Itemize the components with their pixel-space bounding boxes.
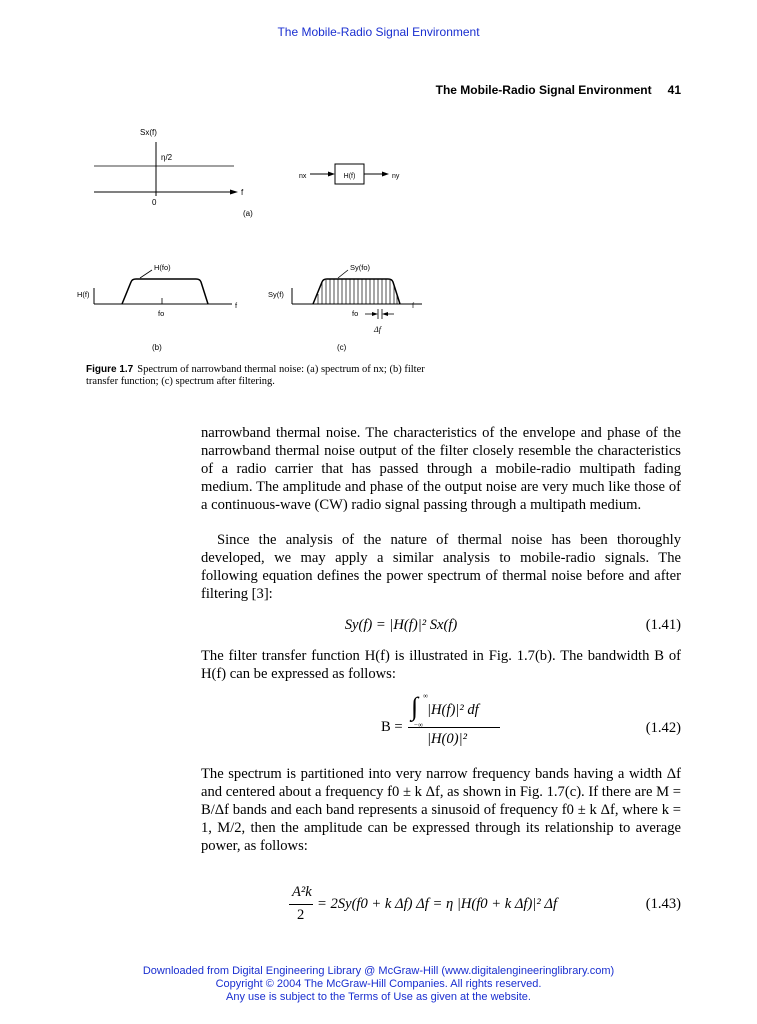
panel-b-peak-leader	[140, 270, 152, 278]
running-head-title: The Mobile-Radio Signal Environment	[435, 83, 652, 97]
footer-download-link[interactable]: Downloaded from Digital Engineering Library @ McGraw-Hill (www.digitalengineeringlibrary.com)	[142, 965, 615, 977]
block-output-label: ny	[392, 173, 400, 180]
paragraph-2: Since the analysis of the nature of thermal noise has been thoroughly developed, we may apply a similar analysis to mobile-radio signals. The following equation defines the power spectrum of thermal noise before and after filtering [3]:	[201, 532, 681, 602]
figure-1-7	[60, 120, 460, 365]
panel-b-response-curve	[122, 279, 208, 304]
block-input-arrow	[328, 172, 335, 177]
paragraph-3: The filter transfer function H(f) is illustrated in Fig. 1.7(b). The bandwidth B of H(f) can be expressed as follows:	[201, 648, 681, 682]
footer-copyright: Copyright © 2004 The McGraw-Hill Companies. All rights reserved.	[215, 978, 542, 990]
panel-a-axis-label: f	[241, 188, 244, 197]
running-head	[400, 83, 681, 97]
equation-1-43-denominator: 2	[297, 907, 305, 923]
equation-1-43-rhs: = 2Sy(f0 + k Δf) Δf = η |H(f0 + k Δf)|² Δf	[317, 896, 557, 912]
equation-1-42-lower-limit: −∞	[414, 721, 423, 729]
panel-c-ylabel: Sy(f)	[268, 290, 284, 299]
paragraph-4: The spectrum is partitioned into very narrow frequency bands having a width Δf and centered about a frequency f0 ± k Δf, as shown in Fig. 1.7(c). If there are M = B/Δf bands and each band represents a sinusoid of frequency f0 ± k Δf, where k = 1, M/2, then the amplitude can be expressed through its relationship to average power, as follows:	[201, 766, 681, 854]
panel-c-output-spectrum	[268, 263, 422, 352]
panel-b-axis-label: f	[235, 301, 238, 310]
panel-c-frequency-bands	[318, 279, 397, 304]
block-filter-label: H(f)	[343, 173, 356, 180]
equation-1-41-body: Sy(f) = |H(f)|² Sx(f)	[344, 617, 458, 633]
panel-a-level-label: η/2	[161, 153, 173, 162]
panel-c-peak-label: Sy(fo)	[350, 263, 371, 272]
panel-a-ylabel: Sx(f)	[140, 128, 157, 137]
equation-1-42-lhs: B =	[381, 719, 403, 735]
equation-1-42-number: (1.42)	[645, 720, 681, 736]
figure-caption-label: Figure 1.7	[86, 364, 134, 375]
equation-1-43	[201, 884, 681, 928]
panel-c-delta-left-head	[372, 312, 378, 316]
figure-caption	[86, 364, 441, 388]
panel-b-peak-label: H(fo)	[154, 263, 171, 272]
panel-c-center-label: fo	[352, 309, 359, 318]
block-output-arrow	[382, 172, 389, 177]
panel-b-filter	[77, 263, 238, 352]
equation-1-42-denominator: |H(0)|²	[427, 731, 467, 747]
panel-b-ylabel: H(f)	[77, 290, 90, 299]
panel-c-delta-label: Δf	[374, 325, 381, 334]
panel-c-tag: (c)	[337, 343, 347, 352]
paragraph-1: narrowband thermal noise. The characteristics of the envelope and phase of the narrowband thermal noise output of the filter closely resemble the characteristics of a radio carrier that has passed through a mobile-radio multipath fading medium. The amplitude and phase of the output noise are very much like those of a continuous-wave (CW) radio signal passing through a multipath medium.	[201, 425, 681, 513]
equation-1-43-numerator: A²k	[292, 884, 312, 900]
page-number: 41	[667, 83, 681, 97]
equation-1-42-upper-limit: ∞	[423, 692, 428, 700]
equation-1-42	[201, 694, 681, 754]
panel-c-axis-label: f	[412, 301, 415, 310]
equation-1-42-fraction-bar	[408, 727, 500, 728]
equation-1-43-number: (1.43)	[645, 896, 681, 912]
top-banner[interactable]: The Mobile-Radio Signal Environment	[277, 25, 480, 39]
footer	[0, 965, 757, 1004]
equation-1-41-number: (1.41)	[645, 617, 681, 633]
equation-1-42-integral: ∫	[411, 692, 419, 721]
panel-a-tag: (a)	[243, 209, 253, 218]
equation-1-41	[201, 617, 681, 641]
panel-c-peak-leader	[338, 270, 348, 278]
panel-a-block-diagram	[299, 164, 400, 184]
panel-a-x-arrow	[230, 190, 238, 195]
panel-a-spectrum	[94, 128, 244, 207]
footer-terms-link[interactable]: Any use is subject to the Terms of Use as given at the website.	[226, 991, 531, 1003]
panel-b-tag: (b)	[152, 343, 162, 352]
equation-1-43-fraction-bar	[289, 904, 313, 905]
equation-1-42-numerator: |H(f)|² df	[427, 702, 479, 718]
block-input-label: nx	[299, 173, 307, 180]
panel-b-center-label: fo	[158, 309, 165, 318]
panel-a-origin: 0	[152, 198, 157, 207]
figure-caption-text: Spectrum of narrowband thermal noise: (a) spectrum of nx; (b) filter transfer function; (c) spectrum after filtering.	[86, 364, 425, 387]
